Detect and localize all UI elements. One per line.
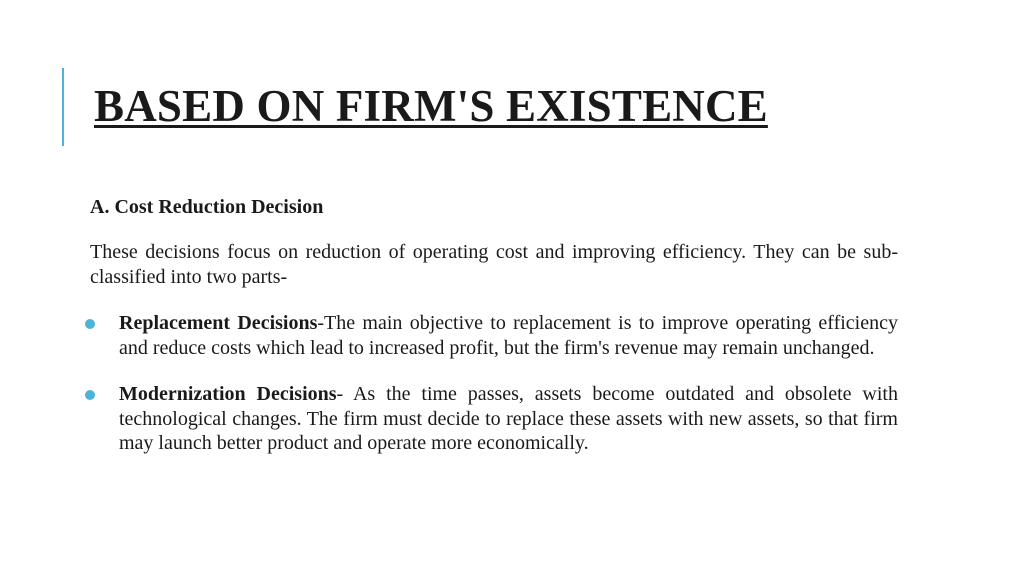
bullet-text: -The main objective to replacement is to improve operating efficiency and reduce costs which lead to increased profit, but the firm's revenue may remain unchanged.	[119, 312, 898, 359]
bullet-dot-icon	[85, 319, 95, 329]
bullet-list	[90, 311, 898, 456]
bullet-text: - As the time passes, assets become outdated and obsolete with technological changes. The firm must decide to replace these assets with new assets, so that firm may launch better product and operate more economically.	[119, 383, 898, 454]
bullet-term: Modernization Decisions	[119, 383, 337, 405]
slide-title: BASED ON FIRM'S EXISTENCE	[94, 81, 768, 131]
bullet-term: Replacement Decisions	[119, 312, 318, 334]
bullet-item-modernization	[90, 382, 898, 456]
title-accent-bar	[62, 68, 64, 146]
bullet-item-replacement	[90, 311, 898, 360]
intro-paragraph: These decisions focus on reduction of operating cost and improving efficiency. They can be sub-classified into two parts-	[90, 241, 898, 288]
bullet-dot-icon	[85, 390, 95, 400]
slide-content	[90, 195, 898, 478]
section-subheading: A. Cost Reduction Decision	[90, 196, 324, 218]
